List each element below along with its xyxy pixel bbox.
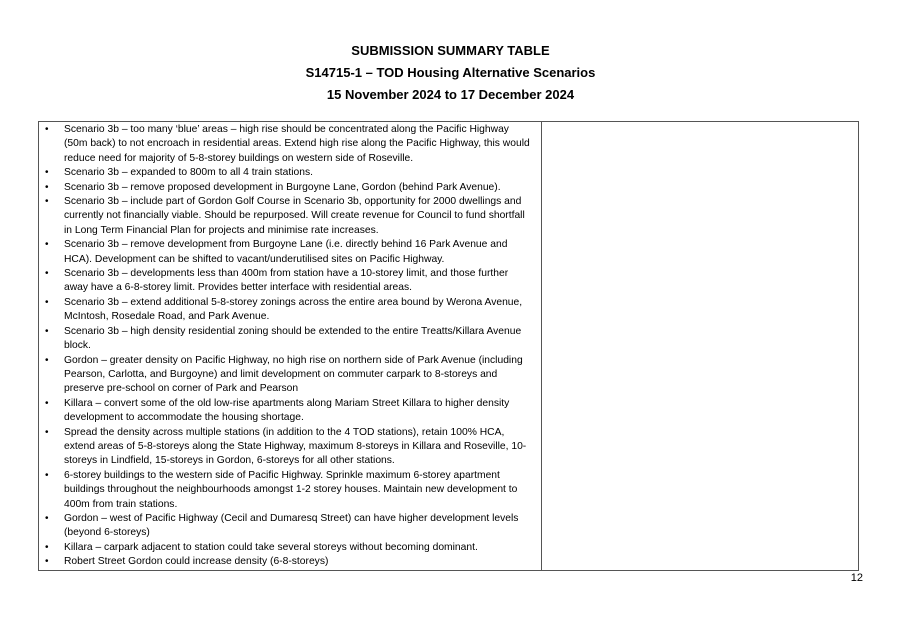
bullet-icon: • bbox=[45, 512, 49, 524]
list-item-text: Killara – carpark adjacent to station could take several storeys without becoming dominant. bbox=[64, 541, 478, 553]
list-item bbox=[39, 512, 541, 541]
list-item bbox=[39, 123, 541, 166]
list-item bbox=[39, 541, 541, 555]
list-item bbox=[39, 354, 541, 397]
list-item-text: Spread the density across multiple stations (in addition to the 4 TOD stations), retain 100% HCA, extend areas of 5-8-storeys along the State Highway, maximum 8-storeys in Killara and Roseville, 10-storeys in Lindfield, 15-storeys in Gordon, 6-storeys for all other stations. bbox=[64, 426, 527, 467]
list-item-text: Scenario 3b – remove proposed development in Burgoyne Lane, Gordon (behind Park Avenue). bbox=[64, 181, 501, 193]
bullet-icon: • bbox=[45, 196, 49, 208]
list-item-text: Gordon – greater density on Pacific Highway, no high rise on northern side of Park Avenue (including Pearson, Carlotta, and Burgoyne) and limit development on commuter carpark to 8-storeys and preserve pre-school on corner of Park and Pearson bbox=[64, 354, 523, 395]
list-item bbox=[39, 469, 541, 512]
list-item-text: Gordon – west of Pacific Highway (Cecil and Dumaresq Street) can have higher development levels (beyond 6-storeys) bbox=[64, 512, 519, 539]
bullet-icon: • bbox=[45, 556, 49, 568]
bullet-icon: • bbox=[45, 239, 49, 251]
submission-items-list bbox=[39, 122, 541, 570]
list-item bbox=[39, 397, 541, 426]
list-item-text: Robert Street Gordon could increase density (6-8-storeys) bbox=[64, 556, 329, 568]
document-subtitle: S14715-1 – TOD Housing Alternative Scenarios bbox=[305, 65, 596, 80]
submission-items-cell bbox=[39, 122, 542, 570]
bullet-icon: • bbox=[45, 296, 49, 308]
bullet-icon: • bbox=[45, 124, 49, 135]
summary-table bbox=[38, 121, 859, 571]
list-item-text: Scenario 3b – extend additional 5-8-storey zonings across the entire area bound by Werona Avenue, McIntosh, Rosedale Road, and Park Avenue. bbox=[64, 296, 523, 323]
bullet-icon: • bbox=[45, 167, 49, 179]
list-item-text: Scenario 3b – expanded to 800m to all 4 train stations. bbox=[64, 167, 314, 179]
list-item-text: Scenario 3b – too many ‘blue’ areas – high rise should be concentrated along the Pacific Highway (50m back) to not encroach in residential areas. Extend high rise along the Pacific Highway, this would reduce need for majority of 5-8-storey buildings on western side of Roseville. bbox=[64, 124, 530, 164]
bullet-icon: • bbox=[45, 325, 49, 337]
list-item bbox=[39, 426, 541, 469]
bullet-icon: • bbox=[45, 268, 49, 280]
bullet-icon: • bbox=[45, 354, 49, 366]
bullet-icon: • bbox=[45, 469, 49, 481]
list-item-text: Scenario 3b – developments less than 400m from station have a 10-storey limit, and those further away have a 6-8-storey limit. Provides better interface with residential areas. bbox=[64, 268, 509, 294]
list-item bbox=[39, 267, 541, 296]
list-item bbox=[39, 181, 541, 195]
list-item bbox=[39, 195, 541, 238]
list-item-text: Scenario 3b – remove development from Burgoyne Lane (i.e. directly behind 16 Park Avenue and HCA). Development can be shifted to vacant/underutilised sites on Pacific Highway. bbox=[64, 239, 508, 265]
list-item bbox=[39, 166, 541, 180]
bullet-icon: • bbox=[45, 397, 49, 409]
list-item bbox=[39, 296, 541, 325]
list-item-text: 6-storey buildings to the western side of Pacific Highway. Sprinkle maximum 6-storey apartment buildings throughout the neighbourhoods amongst 1-2 storey houses. Maintain new development to 400m from train stations. bbox=[64, 469, 518, 510]
list-item-text: Scenario 3b – high density residential zoning should be extended to the entire Treatts/Killara Avenue block. bbox=[64, 325, 522, 352]
bullet-icon: • bbox=[45, 541, 49, 553]
list-item-text: Killara – convert some of the old low-rise apartments along Mariam Street Killara to higher density development to accommodate the housing shortage. bbox=[64, 397, 510, 424]
document-title: SUBMISSION SUMMARY TABLE bbox=[351, 43, 550, 58]
response-cell bbox=[542, 122, 858, 570]
list-item bbox=[39, 325, 541, 354]
document-date-range: 15 November 2024 to 17 December 2024 bbox=[326, 87, 575, 102]
bullet-icon: • bbox=[45, 181, 49, 193]
list-item bbox=[39, 238, 541, 267]
bullet-icon: • bbox=[45, 426, 49, 438]
page-number: 12 bbox=[850, 572, 863, 584]
list-item bbox=[39, 555, 541, 569]
document-header bbox=[0, 40, 901, 106]
list-item-text: Scenario 3b – include part of Gordon Golf Course in Scenario 3b, opportunity for 2000 dwellings and currently not financially viable. Should be repurposed. Will create revenue for Council to fund shortfall in Long Term Financial Plan for projects and minimise rate increases. bbox=[64, 196, 525, 236]
